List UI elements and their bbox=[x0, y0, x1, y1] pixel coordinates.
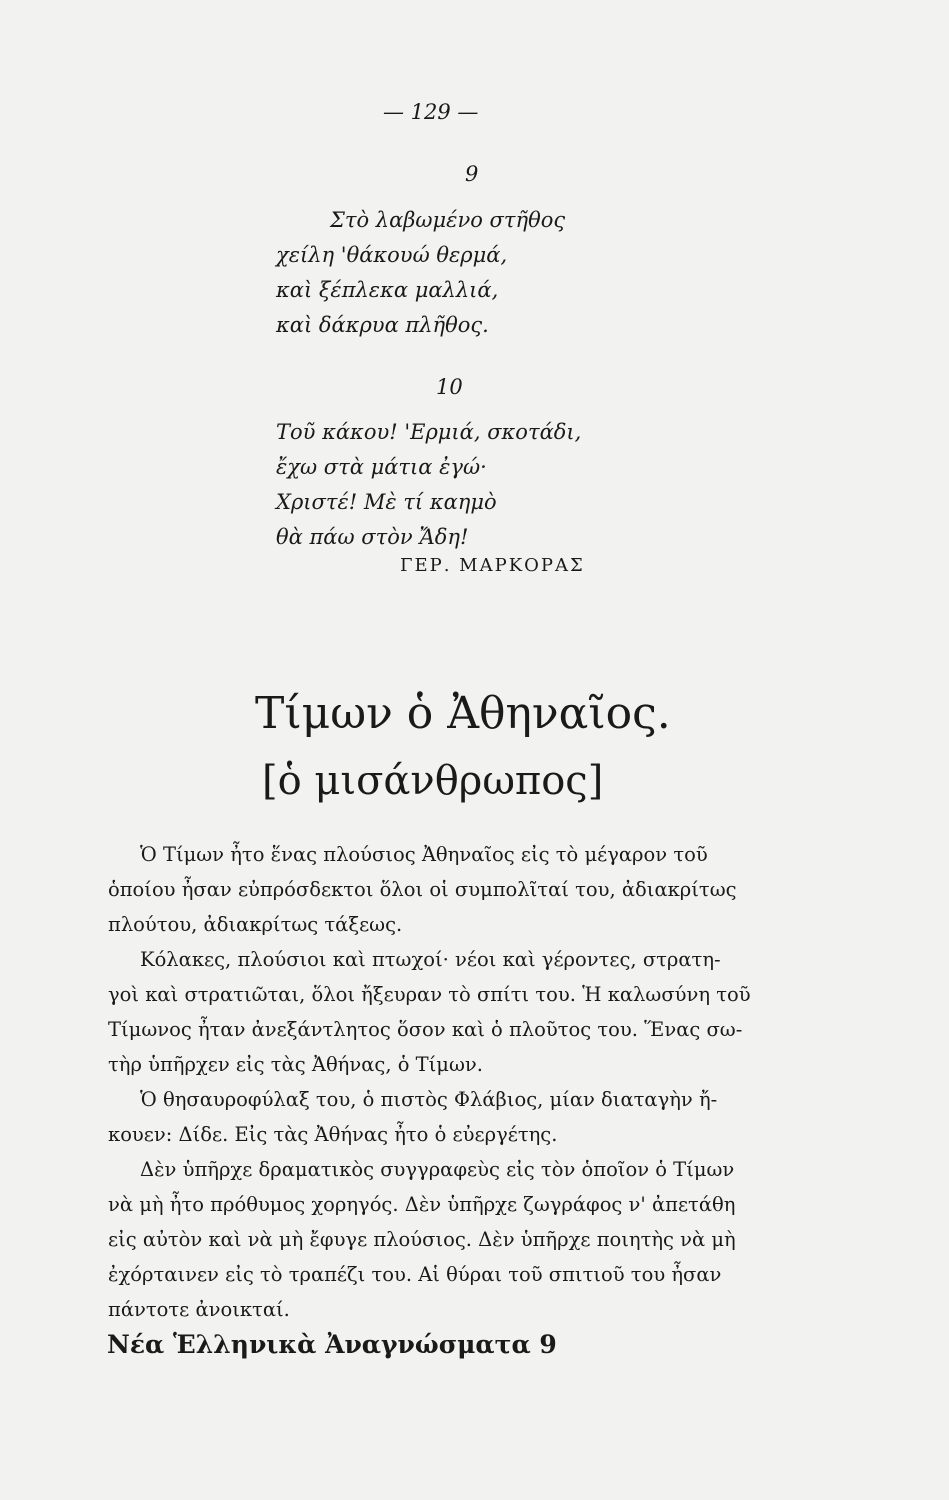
body-line: Δὲν ὑπῆρχε δραματικὸς συγγραφεὺς εἰς τὸν ὁποῖον ὁ Τίμων bbox=[140, 1158, 735, 1181]
page-number: — 129 — bbox=[383, 100, 479, 124]
body-line: πάντοτε ἀνοικταί. bbox=[108, 1298, 290, 1321]
story-title: Τίμων ὁ Ἀθηναῖος. bbox=[255, 688, 671, 739]
body-line: πλούτου, ἀδιακρίτως τάξεως. bbox=[108, 913, 403, 936]
body-line: νὰ μὴ ἦτο πρόθυμος χορηγός. Δὲν ὑπῆρχε ζωγράφος ν' ἀπετάθη bbox=[108, 1193, 736, 1216]
body-line: ἐχόρταινεν εἰς τὸ τραπέζι του. Αἱ θύραι τοῦ σπιτιοῦ του ἦσαν bbox=[108, 1263, 722, 1286]
body-line: τὴρ ὑπῆρχεν εἰς τὰς Ἀθήνας, ὁ Τίμων. bbox=[108, 1053, 483, 1076]
body-line: Τίμωνος ἦταν ἀνεξάντλητος ὅσον καὶ ὁ πλοῦτος του. Ἕνας σω- bbox=[108, 1018, 743, 1041]
story-subtitle: [ὁ μισάνθρωπος] bbox=[262, 758, 604, 804]
poem-author: ΓΕΡ. ΜΑΡΚΟΡΑΣ bbox=[400, 555, 585, 576]
poem-line: θὰ πάω στὸν Ἄδη! bbox=[276, 525, 469, 549]
body-line: Ὁ Τίμων ἦτο ἕνας πλούσιος Ἀθηναῖος εἰς τὸ μέγαρον τοῦ bbox=[140, 843, 708, 866]
poem-line: Τοῦ κάκου! 'Ερμιά, σκοτάδι, bbox=[276, 420, 582, 444]
poem-line: χείλη 'θάκουώ θερμά, bbox=[276, 243, 508, 267]
body-line: Κόλακες, πλούσιοι καὶ πτωχοί· νέοι καὶ γέροντες, στρατη- bbox=[140, 948, 721, 971]
poem-line: καὶ ξέπλεκα μαλλιά, bbox=[276, 278, 499, 302]
body-line: ὁποίου ἦσαν εὐπρόσδεκτοι ὅλοι οἱ συμπολῖταί του, ἀδιακρίτως bbox=[108, 878, 737, 901]
body-line: γοὶ καὶ στρατιῶται, ὅλοι ἤξευραν τὸ σπίτι του. Ἡ καλωσύνη τοῦ bbox=[108, 983, 751, 1006]
body-line: εἰς αὐτὸν καὶ νὰ μὴ ἔφυγε πλούσιος. Δὲν ὑπῆρχε ποιητὴς νὰ μὴ bbox=[108, 1228, 736, 1251]
poem-section-number-10: 10 bbox=[436, 375, 463, 399]
poem-section-number-9: 9 bbox=[465, 162, 479, 186]
page-footer: Νέα Ἑλληνικὰ Ἀναγνώσματα 9 bbox=[107, 1330, 557, 1359]
body-line: Ὁ θησαυροφύλαξ του, ὁ πιστὸς Φλάβιος, μίαν διαταγὴν ἤ- bbox=[140, 1088, 718, 1111]
poem-line: ἔχω στὰ μάτια ἐγώ· bbox=[276, 455, 487, 479]
body-line: κουεν: Δίδε. Εἰς τὰς Ἀθήνας ἦτο ὁ εὐεργέτης. bbox=[108, 1123, 558, 1146]
poem-line: καὶ δάκρυα πλῆθος. bbox=[276, 313, 489, 337]
poem-line: Στὸ λαβωμένο στῆθος bbox=[330, 208, 566, 232]
poem-line: Χριστέ! Μὲ τί καημὸ bbox=[276, 490, 497, 514]
